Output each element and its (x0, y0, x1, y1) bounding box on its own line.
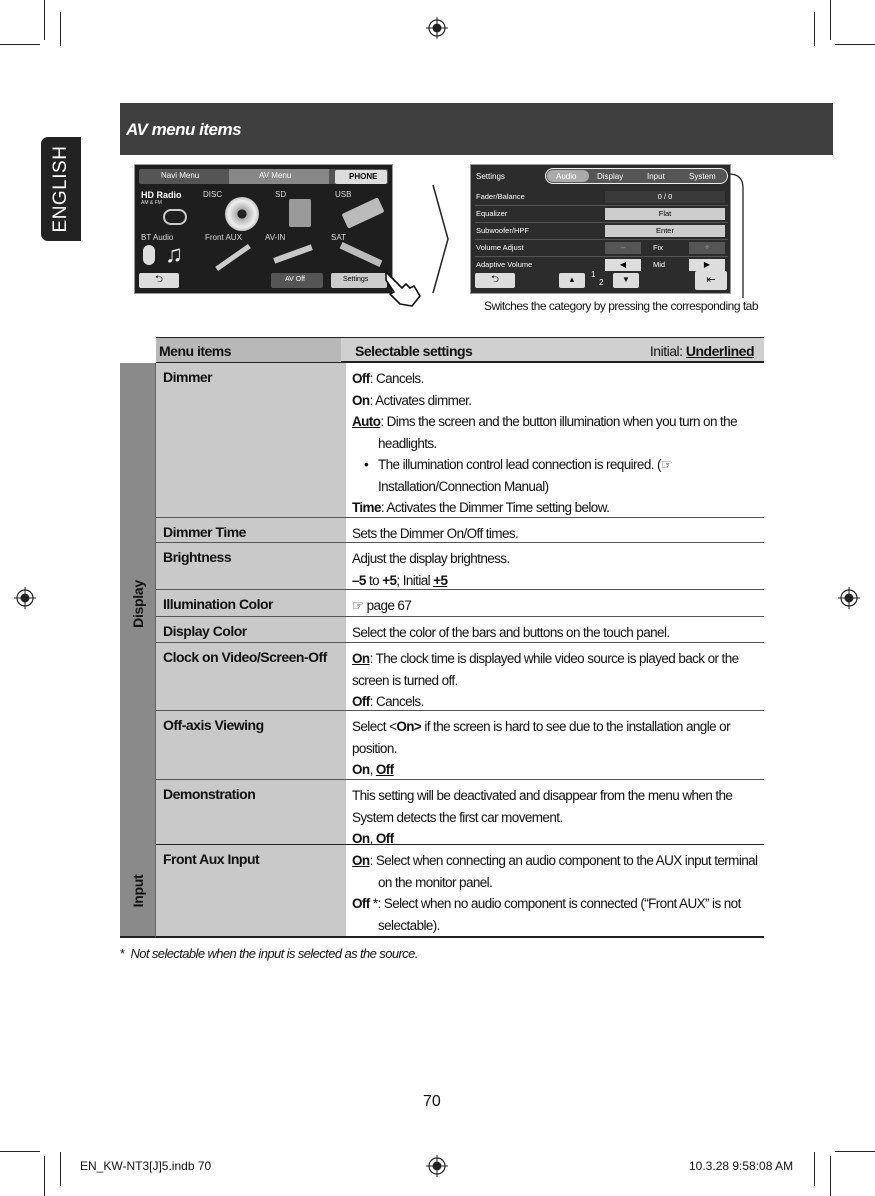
language-label: ENGLISH (50, 145, 71, 233)
row-name: Off-axis Viewing (163, 717, 264, 733)
row-settings: On: The clock time is displayed while video source is played back or the screen is turned off. Off: Cancels. (352, 651, 739, 709)
table-row (156, 780, 764, 845)
usb-icon (341, 197, 384, 228)
crop-mark (0, 1151, 40, 1152)
hd-radio-icon (163, 209, 187, 225)
settings-row-value: 0 / 0 (605, 191, 725, 203)
back-button[interactable]: ⮌ (475, 273, 515, 288)
table-row (156, 617, 764, 643)
initial-note (650, 343, 754, 359)
table-header (156, 337, 764, 363)
row-settings: This setting will be deactivated and disappear from the menu when the System detects the first car movement. On, Off (352, 788, 733, 846)
table-row (156, 363, 764, 518)
footnote-mark: * (120, 946, 125, 961)
crop-mark (835, 1151, 875, 1152)
source-sd[interactable]: SD (275, 190, 287, 199)
group-display (120, 363, 156, 845)
crop-mark (835, 44, 875, 45)
registration-mark-icon (426, 1155, 448, 1177)
crop-mark (830, 0, 831, 40)
crop-mark (44, 1156, 45, 1196)
table-row (156, 590, 764, 617)
row-name: Display Color (163, 623, 247, 639)
settings-title: Settings (476, 172, 505, 181)
source-bt-audio[interactable]: BT Audio (141, 233, 174, 242)
crop-mark (60, 12, 61, 46)
tab-display[interactable]: Display (597, 172, 624, 181)
table-row (156, 711, 764, 780)
row-settings: Off: Cancels. On: Activates dimmer. Auto: Dims the screen and the button illumination when you turn on the headlights. • The illumination control lead connection is required. (☞ Installation/Connection Manual) Time: Activates the Dimmer Time setting below. (352, 371, 737, 515)
crop-mark (44, 0, 45, 40)
section-header (120, 103, 833, 155)
row-name: Front Aux Input (163, 851, 260, 867)
settings-row[interactable] (475, 240, 728, 257)
sat-icon (340, 242, 383, 267)
table-row (156, 845, 764, 938)
hand-pointer-icon (380, 266, 424, 310)
crop-mark (0, 44, 40, 45)
exit-icon[interactable]: ⇤ (695, 271, 727, 290)
settings-row-value: Fix (653, 243, 663, 252)
footnote-text: Not selectable when the input is selected as the source. (130, 946, 418, 961)
settings-list (475, 189, 728, 274)
settings-row[interactable] (475, 189, 728, 206)
registration-mark-icon (14, 587, 36, 609)
language-tab (41, 137, 81, 241)
music-note-icon: ♫ (165, 241, 183, 268)
av-menu-screenshot (134, 164, 393, 294)
av-off-label: AV Off (285, 276, 305, 283)
callout-caption: Switches the category by pressing the corresponding tab (484, 299, 759, 313)
bluetooth-icon (143, 245, 155, 265)
source-sat[interactable]: SAT (331, 233, 346, 242)
source-front-aux[interactable]: Front AUX (205, 233, 242, 242)
row-settings: Adjust the display brightness. –5 to +5; Initial +5 (352, 551, 510, 588)
crop-mark (814, 1152, 815, 1186)
row-name: Dimmer Time (163, 524, 246, 540)
settings-row-label: Volume Adjust (476, 243, 524, 252)
row-settings: Select the color of the bars and buttons on the touch panel. (352, 625, 670, 640)
source-usb[interactable]: USB (335, 190, 352, 199)
group-input-label: Input (129, 874, 146, 907)
col-menu-items: Menu items (159, 343, 232, 359)
row-settings: ☞ page 67 (352, 598, 412, 613)
source-disc[interactable]: DISC (203, 190, 223, 199)
row-settings: Sets the Dimmer On/Off times. (352, 526, 519, 541)
crop-mark (814, 12, 815, 46)
screen-tab-navi[interactable]: Navi Menu (161, 171, 200, 180)
settings-label: Settings (343, 276, 369, 283)
tab-input[interactable]: Input (647, 172, 665, 181)
row-name: Brightness (163, 549, 232, 565)
settings-row-value[interactable]: Flat (605, 208, 725, 220)
page-number: 70 (423, 1093, 441, 1110)
page-total: 2 (599, 278, 604, 287)
page-up-icon[interactable]: ▲ (559, 273, 585, 288)
settings-row-label: Fader/Balance (476, 192, 525, 201)
registration-mark-icon (426, 17, 448, 39)
row-name: Illumination Color (163, 596, 273, 612)
minus-icon[interactable]: – (605, 242, 641, 254)
row-settings: Select <On> if the screen is hard to see due to the installation angle or position. On, Off (352, 719, 730, 777)
av-cable-icon (273, 244, 313, 263)
table-row (156, 543, 764, 590)
back-button[interactable]: ⮌ (139, 273, 179, 288)
arrow-right-icon (432, 184, 450, 294)
page-current: 1 (591, 270, 596, 279)
initial-label: Initial: (649, 343, 683, 359)
slug-filename: EN_KW-NT3[J]5.indb 70 (80, 1159, 212, 1173)
screen-tab-av[interactable]: AV Menu (259, 171, 292, 180)
settings-row-value: Mid (653, 260, 666, 269)
tab-system[interactable]: System (689, 172, 716, 181)
arrow-right-small-icon[interactable]: ▶ (689, 259, 725, 271)
source-av-in[interactable]: AV-IN (265, 233, 286, 242)
table-row (156, 643, 764, 711)
settings-row-label: Adaptive Volume (476, 260, 533, 269)
aux-plug-icon (215, 244, 251, 271)
settings-screenshot (470, 164, 731, 294)
initial-value: Underlined (685, 343, 754, 359)
settings-row[interactable] (475, 257, 728, 274)
crop-mark (60, 1152, 61, 1186)
group-input (120, 845, 156, 938)
sd-icon (289, 199, 311, 227)
row-settings: On: Select when connecting an audio component to the AUX input terminal on the monitor panel. Off *: Select when no audio component is connected (“Front AUX” is not selectable). (352, 853, 758, 933)
callout-line (725, 170, 755, 300)
slug-timestamp: 10.3.28 9:58:08 AM (689, 1159, 794, 1173)
settings-row-label: Equalizer (476, 209, 508, 218)
row-name: Clock on Video/Screen-Off (163, 649, 327, 665)
table-row (156, 518, 764, 543)
crop-mark (830, 1156, 831, 1196)
tab-audio[interactable]: Audio (556, 172, 577, 181)
phone-tab-label: PHONE (349, 172, 378, 181)
settings-row-value[interactable]: Enter (605, 225, 725, 237)
row-name: Demonstration (163, 786, 256, 802)
settings-row[interactable] (475, 223, 728, 240)
disc-icon (225, 197, 259, 231)
group-display-label: Display (129, 580, 146, 628)
row-name: Dimmer (163, 369, 213, 385)
hd-radio-label[interactable]: HD Radio (141, 190, 182, 200)
col-selectable-settings: Selectable settings (355, 343, 473, 359)
settings-row-label: Subwoofer/HPF (476, 226, 529, 235)
arrow-left-icon[interactable]: ◀ (605, 259, 641, 271)
hd-radio-sub: AM & FM (141, 200, 162, 206)
settings-row[interactable] (475, 206, 728, 223)
page-down-icon[interactable]: ▼ (613, 273, 639, 288)
plus-icon[interactable]: + (689, 242, 725, 254)
registration-mark-icon (838, 587, 860, 609)
footnote (120, 946, 418, 961)
section-title: AV menu items (126, 120, 242, 139)
